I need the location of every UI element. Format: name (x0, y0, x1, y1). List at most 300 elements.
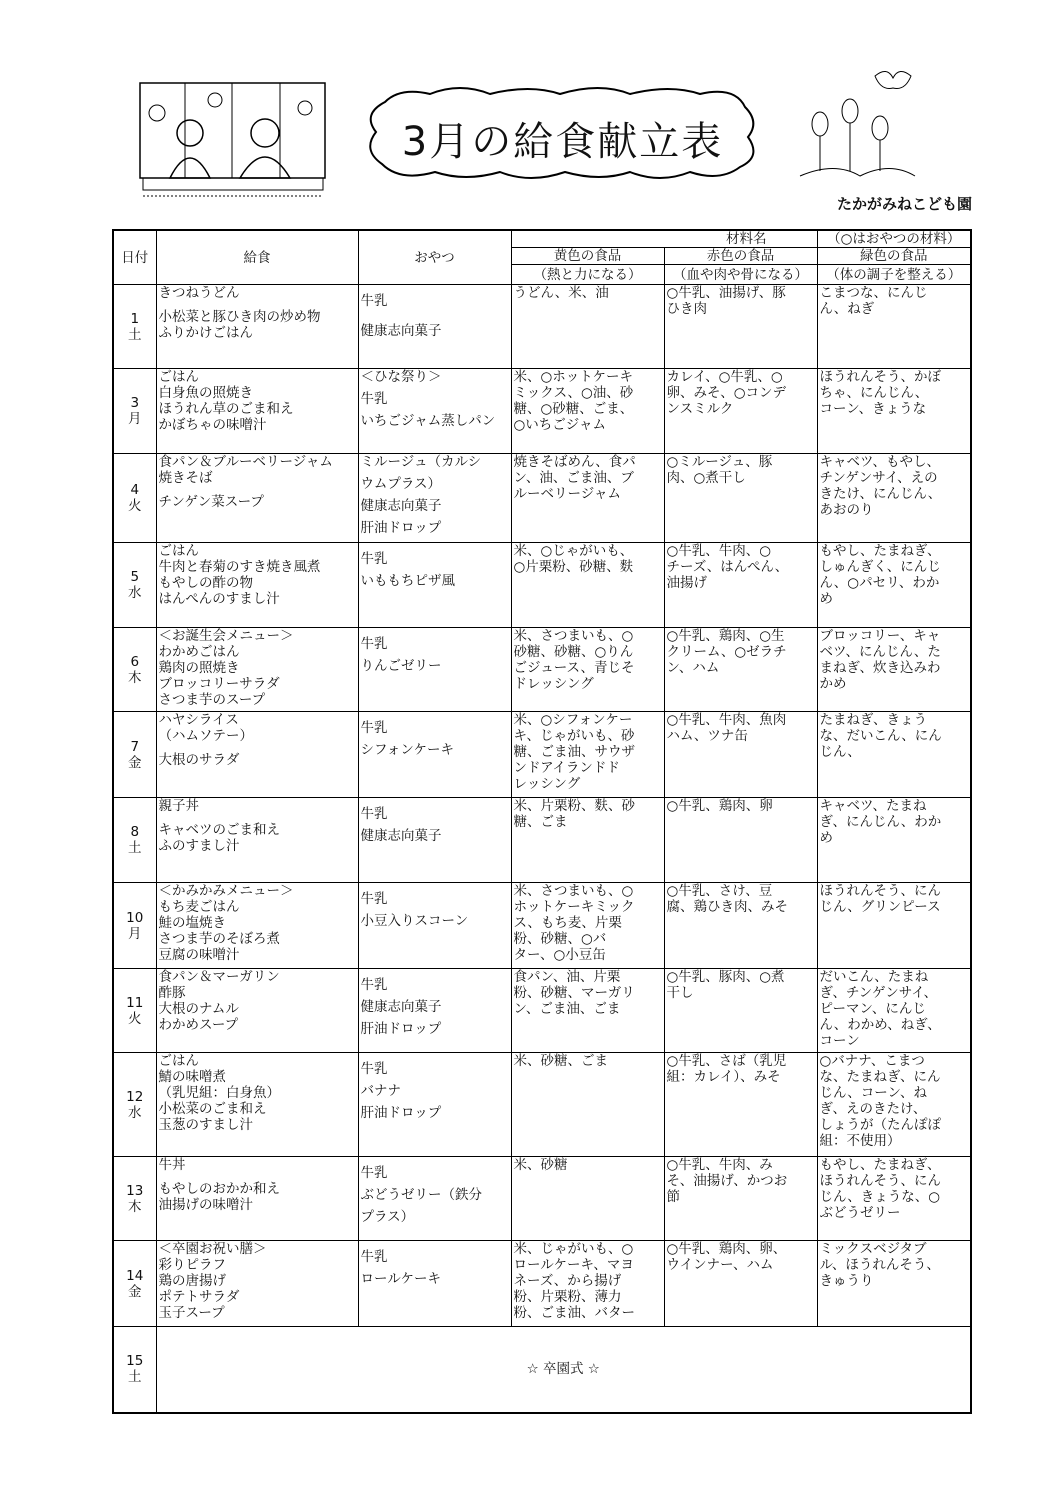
green-food-line: ほうれんそう、にん (819, 1173, 941, 1189)
snack-cell (358, 543, 511, 628)
green-food-line: キャベツ、たまね (819, 798, 927, 814)
yellow-food-line: 食パン、油、片栗 (513, 969, 621, 985)
snack-line: 牛乳 (360, 293, 388, 309)
red-food-cell (664, 883, 817, 969)
snack-line: 牛乳 (360, 636, 388, 652)
header-green-sub: （体の調子を整える） (817, 265, 971, 285)
green-food-cell (817, 969, 971, 1053)
red-food-line: ○牛乳、鶏肉、卵 (666, 798, 773, 814)
snack-cell (358, 1157, 511, 1241)
day-of-week: 土 (128, 1369, 142, 1386)
green-food-line: 組：不使用） (819, 1133, 901, 1149)
snack-line: ロールケーキ (360, 1271, 441, 1287)
snack-line (361, 315, 509, 323)
day-number: 1 (130, 310, 140, 327)
meal-cell (156, 454, 358, 543)
green-food-line: まねぎ、炊き込みわ (819, 660, 941, 676)
snack-line: りんごゼリー (360, 658, 442, 674)
green-food-cell (817, 883, 971, 969)
red-food-line: ○牛乳、さけ、豆 (666, 883, 773, 899)
yellow-food-line: ン、ごま油、ごま (513, 1001, 621, 1017)
meal-line: チンゲン菜スープ (158, 494, 264, 510)
yellow-food-cell (511, 712, 664, 798)
menu-row (113, 369, 971, 454)
snack-line: ぶどうゼリー（鉄分 (360, 1187, 482, 1203)
green-food-line: しょうが（たんぽぽ (819, 1117, 941, 1133)
snack-line (361, 969, 509, 977)
red-food-line: ○牛乳、豚肉、○煮 (666, 969, 785, 985)
meal-line: 大根のナムル (158, 1001, 239, 1017)
day-of-week: 土 (128, 840, 142, 856)
yellow-food-line: 粉、片栗粉、薄力 (513, 1289, 622, 1305)
yellow-food-line: 米、さつまいも、○ (513, 883, 634, 899)
green-food-line: な、だいこん、にん (819, 728, 942, 744)
meal-line: ＜お誕生会メニュー＞ (158, 628, 294, 644)
red-food-cell (664, 628, 817, 712)
meal-line: 小松菜と豚ひき肉の炒め物 (158, 309, 321, 325)
snack-cell (358, 369, 511, 454)
meal-line: ＜卒園お祝い膳＞ (158, 1241, 267, 1257)
header-green: 緑色の食品 (817, 248, 971, 265)
yellow-food-line: 糖、○砂糖、ごま、 (513, 401, 634, 417)
yellow-food-line: 粉、砂糖、マーガリ (513, 985, 635, 1001)
red-food-cell (664, 285, 817, 369)
green-food-line: じん、きょうな、○ (819, 1189, 941, 1205)
yellow-food-line: 米、片栗粉、麩、砂 (513, 798, 635, 814)
meal-line: 食パン＆マーガリン (158, 969, 280, 985)
meal-line: ハヤシライス (158, 712, 239, 728)
meal-cell (156, 285, 358, 369)
graduation-event: ☆ 卒園式 ☆ (156, 1327, 971, 1413)
meal-line: 大根のサラダ (158, 752, 240, 768)
green-food-line: な、たまねぎ、にん (819, 1069, 941, 1085)
yellow-food-cell (511, 369, 664, 454)
meal-cell (156, 883, 358, 969)
snack-line: 健康志向菓子 (360, 999, 442, 1015)
snack-line: ＜ひな祭り＞ (360, 369, 442, 385)
green-food-cell (817, 1241, 971, 1327)
day-number: 5 (130, 569, 140, 585)
green-food-line: チンゲンサイ、えの (819, 470, 938, 486)
snack-cell (358, 285, 511, 369)
green-food-line: きゅうり (819, 1273, 874, 1289)
meal-cell (156, 369, 358, 454)
menu-row (113, 1157, 971, 1241)
snack-line: 牛乳 (360, 1249, 388, 1265)
yellow-food-line: ン、油、ごま油、ブ (513, 470, 634, 486)
yellow-food-cell (511, 883, 664, 969)
yellow-food-line: 粉、砂糖、○バ (513, 931, 607, 947)
date-cell (113, 1157, 156, 1241)
header-meal: 給食 (156, 230, 358, 285)
day-of-week: 木 (128, 1198, 142, 1215)
header-date: 日付 (113, 230, 156, 285)
green-food-line: コーン、きょうな (819, 401, 927, 417)
yellow-food-line: ター、○小豆缶 (513, 947, 606, 963)
header-snack: おやつ (358, 230, 511, 285)
menu-row (113, 543, 971, 628)
snack-cell (358, 969, 511, 1053)
meal-line: キャベツのごま和え (158, 822, 280, 838)
green-food-cell (817, 712, 971, 798)
snack-line: バナナ (360, 1083, 401, 1099)
red-food-cell (664, 1241, 817, 1327)
snack-line: プラス） (360, 1209, 415, 1225)
yellow-food-cell (511, 628, 664, 712)
meal-line: もやしの酢の物 (158, 575, 253, 591)
header-ingredients-note: （○はおやつの材料） (817, 230, 971, 248)
yellow-food-line: ネーズ、から揚げ (513, 1273, 622, 1289)
green-food-line: たまねぎ、きょう (819, 712, 927, 728)
meal-line: 白身魚の照焼き (158, 385, 253, 401)
day-number: 10 (126, 909, 144, 926)
red-food-line: ウインナー、ハム (666, 1257, 774, 1273)
day-of-week: 火 (128, 498, 142, 514)
yellow-food-cell (511, 798, 664, 883)
menu-row (113, 1241, 971, 1327)
yellow-food-line: うどん、米、油 (513, 285, 609, 301)
snack-line: ミルージュ（カルシ (360, 454, 482, 470)
snack-line (361, 285, 509, 293)
red-food-line: ○ミルージュ、豚 (666, 454, 773, 470)
green-food-line: ピーマン、にんじ (819, 1001, 926, 1017)
red-food-line: 卵、みそ、○コンデ (666, 385, 787, 401)
green-food-line: コーン (819, 1033, 860, 1049)
date-cell (113, 1241, 156, 1327)
green-food-line: ミックスベジタブ (819, 1241, 927, 1257)
yellow-food-line: ごジュース、青じそ (513, 660, 635, 676)
green-food-line: ル、ほうれんそう、 (819, 1257, 940, 1273)
green-food-line: ブロッコリー、キャ (819, 628, 941, 644)
snack-line: 牛乳 (360, 891, 388, 907)
green-food-line: ん、ねぎ (819, 301, 875, 317)
menu-row (113, 628, 971, 712)
red-food-cell (664, 369, 817, 454)
snack-line: いももちピザ風 (360, 573, 455, 589)
green-food-line: あおのり (819, 502, 874, 518)
green-food-line: キャベツ、もやし、 (819, 454, 941, 470)
day-number: 4 (130, 482, 140, 498)
snack-cell (358, 628, 511, 712)
meal-line: 鶏肉の照焼き (158, 660, 240, 676)
green-food-cell (817, 1157, 971, 1241)
green-food-line: じん、グリンピース (819, 899, 941, 915)
red-food-line: 肉、○煮干し (666, 470, 746, 486)
snack-line (361, 543, 509, 551)
yellow-food-line: キ、じゃがいも、砂 (513, 728, 635, 744)
meal-line: もち麦ごはん (158, 899, 240, 915)
meal-line: ごはん (158, 369, 199, 385)
yellow-food-line: レッシング (513, 776, 581, 792)
meal-cell (156, 798, 358, 883)
snack-line: 肝油ドロップ (360, 1021, 442, 1037)
day-of-week: 金 (128, 754, 142, 771)
day-number: 6 (130, 653, 140, 670)
meal-line: 食パン＆ブルーベリージャム (158, 454, 333, 470)
meal-line: 鶏の唐揚げ (158, 1273, 226, 1289)
snack-line: 牛乳 (360, 720, 388, 736)
snack-line: 肝油ドロップ (360, 520, 442, 536)
date-cell (113, 285, 156, 369)
meal-line: もやしのおかか和え (158, 1181, 280, 1197)
meal-line: 玉子スープ (158, 1305, 225, 1321)
yellow-food-line: ルーベリージャム (513, 486, 621, 502)
yellow-food-cell (511, 454, 664, 543)
header-yellow-sub: （熱と力になる） (511, 265, 664, 285)
snack-cell (358, 1241, 511, 1327)
green-food-line: め (819, 591, 833, 607)
meal-line: きつねうどん (158, 285, 240, 301)
green-food-line: ん、わかめ、ねぎ、 (819, 1017, 941, 1033)
yellow-food-line: 米、○ホットケーキ (513, 369, 634, 385)
day-number: 15 (126, 1353, 144, 1370)
meal-line (159, 814, 356, 822)
red-food-line: ンスミルク (666, 401, 734, 417)
meal-line (159, 744, 356, 752)
meal-line: わかめごはん (158, 644, 240, 660)
day-of-week: 火 (128, 1010, 142, 1027)
page-title: 3月の給食献立表 (401, 119, 724, 165)
yellow-food-cell (511, 543, 664, 628)
date-cell (113, 1053, 156, 1157)
header-red: 赤色の食品 (664, 248, 817, 265)
green-food-line: だいこん、たまね (819, 969, 929, 985)
day-number: 12 (126, 1088, 144, 1105)
menu-table (112, 229, 972, 1414)
meal-line: ごはん (158, 543, 199, 559)
day-of-week: 月 (128, 411, 142, 427)
horsetail-butterfly-illustration (795, 66, 925, 181)
hina-dolls-illustration (135, 78, 330, 203)
snack-line (361, 712, 509, 720)
menu-row (113, 285, 971, 369)
day-number: 7 (130, 738, 140, 755)
red-food-line: ン、ハム (666, 660, 720, 676)
red-food-cell (664, 1157, 817, 1241)
yellow-food-line: 米、○シフォンケー (513, 712, 633, 728)
red-food-line: チーズ、はんぺん、 (666, 559, 789, 575)
red-food-line: ○牛乳、油揚げ、豚 (666, 285, 786, 301)
day-of-week: 土 (128, 326, 142, 343)
meal-line: 焼きそば (158, 470, 213, 486)
green-food-line: ぶどうゼリー (819, 1205, 901, 1221)
date-cell (113, 883, 156, 969)
day-of-week: 金 (128, 1283, 142, 1300)
snack-line (361, 1157, 509, 1165)
meal-line: わかめスープ (158, 1017, 239, 1033)
snack-line: 牛乳 (360, 806, 388, 822)
red-food-line: 干し (666, 985, 694, 1001)
red-food-line: ○牛乳、牛肉、○ (666, 543, 772, 559)
meal-line: 小松菜のごま和え (158, 1101, 267, 1117)
day-of-week: 水 (128, 1104, 142, 1121)
green-food-cell (817, 369, 971, 454)
green-food-line: ぎ、にんじん、わか (819, 814, 942, 830)
meal-line: さつま芋のスープ (158, 692, 266, 708)
day-number: 3 (130, 395, 140, 411)
yellow-food-line: ロールケーキ、マヨ (513, 1257, 634, 1273)
yellow-food-line: 米、砂糖、ごま (513, 1053, 608, 1069)
date-cell (113, 369, 156, 454)
red-food-line: ○牛乳、鶏肉、○生 (666, 628, 785, 644)
meal-line: ふりかけごはん (158, 325, 253, 341)
meal-line: 牛肉と春菊のすき焼き風煮 (158, 559, 321, 575)
red-food-line: 油揚げ (666, 575, 707, 591)
red-food-cell (664, 798, 817, 883)
green-food-line: ぎ、チンゲンサイ、 (819, 985, 938, 1001)
meal-line: （乳児組：白身魚） (158, 1085, 280, 1101)
day-number: 13 (126, 1182, 144, 1199)
red-food-cell (664, 454, 817, 543)
date-cell (113, 454, 156, 543)
meal-line: ふのすまし汁 (158, 838, 240, 854)
yellow-food-line: 米、じゃがいも、○ (513, 1241, 634, 1257)
yellow-food-line: 焼きそばめん、食パ (513, 454, 636, 470)
green-food-cell (817, 798, 971, 883)
snack-line: ウムプラス） (360, 476, 441, 492)
snack-line: 肝油ドロップ (360, 1105, 442, 1121)
meal-line: 牛丼 (158, 1157, 186, 1173)
snack-line (361, 1053, 509, 1061)
header-ingredients: 材料名 (511, 230, 817, 248)
day-of-week: 月 (128, 925, 142, 942)
meal-cell (156, 628, 358, 712)
page-header (0, 0, 1058, 225)
yellow-food-cell (511, 285, 664, 369)
red-food-cell (664, 1053, 817, 1157)
day-number: 11 (126, 994, 144, 1011)
meal-line: 親子丼 (158, 798, 199, 814)
yellow-food-cell (511, 1053, 664, 1157)
meal-cell (156, 1053, 358, 1157)
green-food-line: ちゃ、にんじん、 (819, 385, 929, 401)
meal-line: 豆腐の味噌汁 (158, 947, 240, 963)
meal-line: ごはん (158, 1053, 199, 1069)
yellow-food-line: ○いちごジャム (513, 417, 607, 433)
yellow-food-line: 砂糖、砂糖、○りん (513, 644, 634, 660)
date-cell (113, 969, 156, 1053)
snack-line: シフォンケーキ (360, 742, 455, 758)
meal-cell (156, 1241, 358, 1327)
meal-line: 鯖の味噌煮 (158, 1069, 226, 1085)
day-of-week: 木 (128, 669, 142, 686)
menu-body (113, 285, 971, 1327)
red-food-line: 腐、鶏ひき肉、みそ (666, 899, 788, 915)
header-yellow: 黄色の食品 (511, 248, 664, 265)
date-cell (113, 543, 156, 628)
yellow-food-line: ドレッシング (513, 676, 594, 692)
red-food-line: ○牛乳、牛肉、み (666, 1157, 773, 1173)
menu-row (113, 454, 971, 543)
menu-row (113, 969, 971, 1053)
meal-line: 玉葱のすまし汁 (158, 1117, 253, 1133)
snack-cell (358, 798, 511, 883)
green-food-cell (817, 543, 971, 628)
meal-line (159, 486, 356, 494)
snack-line: 牛乳 (360, 391, 388, 407)
snack-line: 牛乳 (360, 977, 388, 993)
green-food-line: じん、 (819, 744, 861, 760)
meal-line: （ハムソテー） (158, 728, 253, 744)
snack-line: 健康志向菓子 (360, 323, 442, 339)
meal-cell (156, 969, 358, 1053)
green-food-line: ○バナナ、こまつ (819, 1053, 925, 1069)
red-food-line: 節 (666, 1189, 680, 1205)
yellow-food-cell (511, 969, 664, 1053)
snack-line (361, 1241, 509, 1249)
graduation-row (113, 1327, 971, 1413)
green-food-line: もやし、たまねぎ、 (819, 543, 941, 559)
green-food-line: ベツ、にんじん、た (819, 644, 941, 660)
snack-cell (358, 454, 511, 543)
header-red-sub: （血や肉や骨になる） (664, 265, 817, 285)
date-cell (113, 1327, 156, 1413)
meal-line (159, 301, 356, 309)
green-food-line: ほうれんそう、かぼ (819, 369, 941, 385)
green-food-line: きたけ、にんじん、 (819, 486, 942, 502)
meal-cell (156, 712, 358, 798)
day-of-week: 水 (128, 585, 142, 601)
date-cell (113, 628, 156, 712)
green-food-line: め (819, 830, 833, 846)
meal-line: かぼちゃの味噌汁 (158, 417, 267, 433)
red-food-line: カレイ、○牛乳、○ (666, 369, 783, 385)
green-food-cell (817, 628, 971, 712)
day-number: 8 (130, 824, 140, 840)
red-food-line: ○牛乳、牛肉、魚肉 (666, 712, 787, 728)
green-food-line: ぎ、えのきたけ、 (819, 1101, 927, 1117)
snack-cell (358, 1053, 511, 1157)
menu-row (113, 883, 971, 969)
meal-line: さつま芋のそぼろ煮 (158, 931, 280, 947)
green-food-line: ほうれんそう、にん (819, 883, 941, 899)
red-food-line: 組：カレイ）、みそ (666, 1069, 781, 1085)
green-food-line: じん、コーン、ね (819, 1085, 927, 1101)
yellow-food-line: 粉、ごま油、バター (513, 1305, 635, 1321)
menu-row (113, 798, 971, 883)
menu-row (113, 712, 971, 798)
snack-line (361, 798, 509, 806)
meal-cell (156, 1157, 358, 1241)
snack-cell (358, 712, 511, 798)
yellow-food-line: 米、○じゃがいも、 (513, 543, 634, 559)
menu-row (113, 1053, 971, 1157)
meal-line: ブロッコリーサラダ (158, 676, 280, 692)
date-cell (113, 712, 156, 798)
red-food-cell (664, 543, 817, 628)
yellow-food-line: 米、さつまいも、○ (513, 628, 634, 644)
red-food-cell (664, 969, 817, 1053)
snack-line (361, 883, 509, 891)
meal-line: ほうれん草のごま和え (158, 401, 294, 417)
snack-line: いちごジャム蒸しパン (360, 413, 496, 429)
yellow-food-line: ス、もち麦、片栗 (513, 915, 622, 931)
school-name: たかがみねこども園 (836, 195, 972, 213)
meal-line: 酢豚 (158, 985, 186, 1001)
red-food-line: ひき肉 (666, 301, 707, 317)
snack-line: 牛乳 (360, 1061, 388, 1077)
yellow-food-line: ホットケーキミック (513, 899, 635, 915)
day-number: 14 (126, 1267, 144, 1284)
snack-line: 健康志向菓子 (360, 498, 442, 514)
meal-line: ＜かみかみメニュー＞ (158, 883, 294, 899)
red-food-line: そ、油揚げ、かつお (666, 1173, 788, 1189)
green-food-line: ん、○パセリ、わか (819, 575, 940, 591)
meal-line: 油揚げの味噌汁 (158, 1197, 253, 1213)
red-food-line: クリーム、○ゼラチ (666, 644, 787, 660)
yellow-food-line: 米、砂糖 (513, 1157, 568, 1173)
green-food-line: こまつな、にんじ (819, 285, 928, 301)
